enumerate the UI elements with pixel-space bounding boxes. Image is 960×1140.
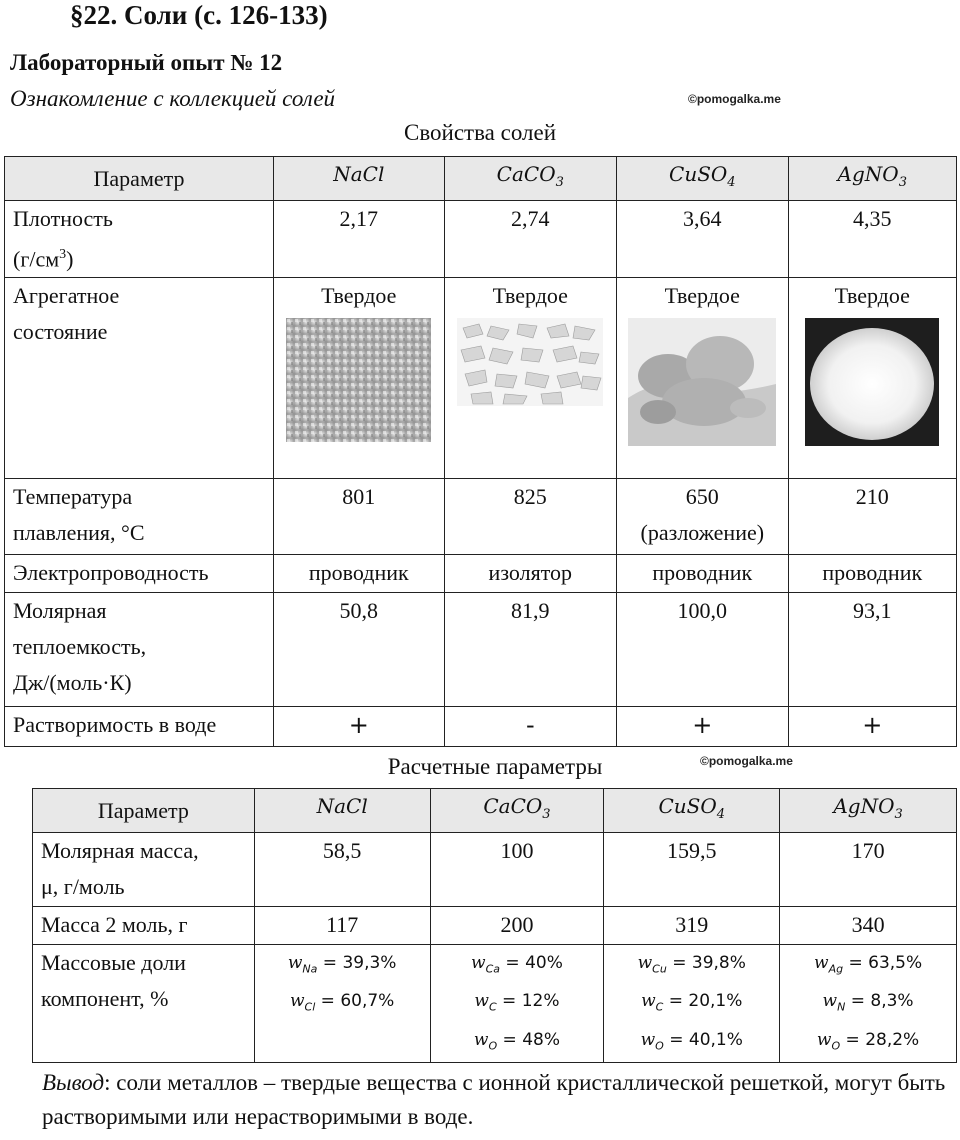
- salt-header: CaCO$_3$: [444, 157, 617, 201]
- lab-subtitle: Ознакомление с коллекцией солей: [10, 86, 336, 111]
- table-cell: 340: [780, 907, 957, 945]
- table2-caption: Расчетные параметры: [387, 754, 603, 779]
- table-cell: проводник: [274, 555, 444, 593]
- lab-title: Лабораторный опыт № 12: [10, 50, 283, 75]
- table-cell: 100,0: [617, 593, 789, 707]
- fraction-item: $w_C = 12\%$: [474, 991, 560, 1014]
- table-cell: проводник: [788, 555, 956, 593]
- table-cell: +: [617, 707, 789, 747]
- row-label: Электропроводность: [5, 555, 274, 593]
- fraction-item: $w_O = 48\%$: [473, 1029, 560, 1053]
- salt-header: NaCl: [254, 789, 430, 833]
- table-cell: Твердое: [274, 278, 444, 479]
- table-cell: 2,74: [444, 201, 617, 278]
- param-header: Параметр: [5, 157, 274, 201]
- row-label: Массовые доли компонент, %: [33, 945, 255, 1063]
- table-cell: 825: [444, 479, 617, 555]
- caco3-chalk-photo: [457, 318, 603, 406]
- row-label: Масса 2 моль, г: [33, 907, 255, 945]
- table-cell: 200: [430, 907, 604, 945]
- table-cell: 2,17: [274, 201, 444, 278]
- table-cell: 58,5: [254, 833, 430, 907]
- conductivity-row: [5, 555, 957, 593]
- fractions-cell: [430, 945, 604, 1063]
- salt-header: CuSO$_4$: [617, 157, 789, 201]
- conclusion-text: : соли металлов – твердые вещества с ионной кристаллической решеткой, могут быть растворимыми или нерастворимыми в воде.: [42, 1070, 946, 1129]
- table-cell: Твердое: [788, 278, 956, 479]
- table-cell: 100: [430, 833, 604, 907]
- fraction-item: $w_O = 28,2\%$: [816, 1029, 920, 1053]
- salt-header: AgNO$_3$: [780, 789, 957, 833]
- table-cell: 159,5: [604, 833, 780, 907]
- salt-header: AgNO$_3$: [788, 157, 956, 201]
- table1-header-row: [5, 157, 957, 201]
- table-cell: -: [444, 707, 617, 747]
- fraction-item: $w_N = 8,3\%$: [822, 991, 914, 1014]
- fraction-item: $w_{Na} = 39,3\%$: [287, 953, 397, 976]
- table-cell: 210: [788, 479, 956, 555]
- density-row: [5, 201, 957, 278]
- salt-header: CaCO$_3$: [430, 789, 604, 833]
- table-cell: изолятор: [444, 555, 617, 593]
- salt-properties-table: [4, 156, 957, 747]
- watermark: ©pomogalka.me: [688, 92, 781, 106]
- nacl-crystals-photo: [286, 318, 431, 442]
- row-label: Плотность $(г/см^3)$: [5, 201, 274, 278]
- heat-capacity-row: [5, 593, 957, 707]
- mass-2mol-row: [33, 907, 957, 945]
- conclusion-label: Вывод: [42, 1070, 105, 1095]
- cuso4-powder-photo: [628, 318, 776, 446]
- salt-header: CuSO$_4$: [604, 789, 780, 833]
- molar-mass-row: [33, 833, 957, 907]
- fractions-cell: [254, 945, 430, 1063]
- table-cell: Твердое: [617, 278, 789, 479]
- row-label: Агрегатное состояние: [5, 278, 274, 479]
- fraction-item: $w_C = 20,1\%$: [641, 991, 743, 1014]
- table-cell: 319: [604, 907, 780, 945]
- table-cell: 3,64: [617, 201, 789, 278]
- fractions-row: [33, 945, 957, 1063]
- table-cell: проводник: [617, 555, 789, 593]
- row-label: Молярная масса, μ, г/моль: [33, 833, 255, 907]
- conclusion: [42, 1066, 957, 1134]
- fraction-item: $w_{Cl} = 60,7\%$: [289, 991, 395, 1014]
- table-cell: Твердое: [444, 278, 617, 479]
- table-cell: 650 (разложение): [617, 479, 789, 555]
- table-cell: 93,1: [788, 593, 956, 707]
- row-label: Молярная теплоемкость, Дж/(моль·К): [5, 593, 274, 707]
- melting-row: [5, 479, 957, 555]
- solubility-row: [5, 707, 957, 747]
- fraction-item: $w_{Ag} = 63,5\%$: [814, 953, 923, 976]
- table-cell: 117: [254, 907, 430, 945]
- fractions-cell: [780, 945, 957, 1063]
- table-cell: 50,8: [274, 593, 444, 707]
- state-row: [5, 278, 957, 479]
- table-cell: 170: [780, 833, 957, 907]
- table-cell: 801: [274, 479, 444, 555]
- calculated-params-table: [32, 788, 957, 1063]
- table-cell: +: [274, 707, 444, 747]
- param-header: Параметр: [33, 789, 255, 833]
- fraction-item: $w_O = 40,1\%$: [640, 1029, 743, 1053]
- table2-header-row: [33, 789, 957, 833]
- table-cell: 81,9: [444, 593, 617, 707]
- salt-header: NaCl: [274, 157, 444, 201]
- table1-caption: Свойства солей: [403, 120, 557, 145]
- row-label: Температура плавления, °C: [5, 479, 274, 555]
- table-cell: 4,35: [788, 201, 956, 278]
- watermark: ©pomogalka.me: [700, 754, 793, 768]
- table-cell: +: [788, 707, 956, 747]
- fraction-item: $w_{Ca} = 40\%$: [471, 953, 563, 976]
- agno3-crystals-photo: [805, 318, 939, 446]
- fractions-cell: [604, 945, 780, 1063]
- row-label: Растворимость в воде: [5, 707, 274, 747]
- fraction-item: $w_{Cu} = 39,8\%$: [637, 953, 746, 976]
- page-heading: §22. Соли (с. 126-133): [70, 0, 328, 30]
